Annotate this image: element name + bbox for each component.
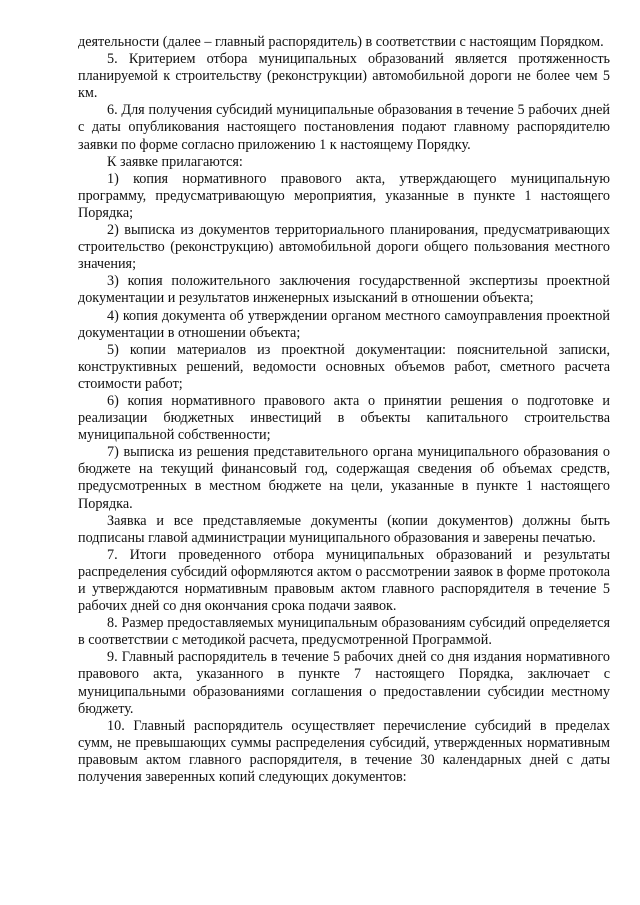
list-item-2: 2) выписка из документов территориального планирования, предусматривающих строительство (реконструкцию) автомобильной дороги общего пользования местного значения; — [78, 222, 610, 273]
paragraph-item-6: 6. Для получения субсидий муниципальные образования в течение 5 рабочих дней с даты опубликования настоящего постановления подают главному распорядителю заявки по форме согласно приложению 1 к настоящему Порядку. — [78, 102, 610, 153]
paragraph-item-9: 9. Главный распорядитель в течение 5 рабочих дней со дня издания нормативного правового акта, указанного в пункте 7 настоящего Порядка, заключает с муниципальными образованиями соглашения о предоставлении субсидии местному бюджету. — [78, 649, 610, 717]
paragraph-item-5: 5. Критерием отбора муниципальных образований является протяженность планируемой к строительству (реконструкции) автомобильной дороги не более чем 5 км. — [78, 51, 610, 102]
list-item-7: 7) выписка из решения представительного органа муниципального образования о бюджете на текущий финансовый год, содержащая сведения об объемах средств, предусмотренных в местном бюджете на цели, указанные в пункте 1 настоящего Порядка. — [78, 444, 610, 512]
list-item-1: 1) копия нормативного правового акта, утверждающего муниципальную программу, предусматривающую мероприятия, указанные в пункте 1 настоящего Порядка; — [78, 170, 610, 221]
document-page — [78, 34, 610, 786]
list-item-4: 4) копия документа об утверждении органом местного самоуправления проектной документации в отношении объекта; — [78, 307, 610, 341]
list-item-6: 6) копия нормативного правового акта о принятии решения о подготовке и реализации бюджетных инвестиций в объекты капитального строительства муниципальной собственности; — [78, 392, 610, 444]
paragraph-item-8: 8. Размер предоставляемых муниципальным образованиям субсидий определяется в соответствии с методикой расчета, предусмотренной Программой. — [78, 615, 610, 649]
list-item-3: 3) копия положительного заключения государственной экспертизы проектной документации и результатов инженерных изысканий в отношении объекта; — [78, 273, 610, 307]
paragraph-signature-requirement: Заявка и все представляемые документы (копии документов) должны быть подписаны главой администрации муниципального образования и заверены печатью. — [78, 512, 610, 546]
paragraph-item-7: 7. Итоги проведенного отбора муниципальных образований и результаты распределения субсидий оформляются актом о рассмотрении заявок в форме протокола и утверждаются нормативным правовым актом главного распорядителя в течение 5 рабочих дней со дня окончания срока подачи заявок. — [78, 546, 610, 615]
paragraph-continuation: деятельности (далее – главный распорядитель) в соответствии с настоящим Порядком. — [78, 34, 604, 50]
list-item-5: 5) копии материалов из проектной документации: пояснительной записки, конструктивных решений, ведомости основных объемов работ, сметного расчета стоимости работ; — [78, 341, 610, 392]
paragraph-item-10: 10. Главный распорядитель осуществляет перечисление субсидий в пределах сумм, не превышающих суммы распределения субсидий, утвержденных нормативным правовым актом главного распорядителя, в течение 30 календарных дней с даты получения заверенных копий следующих документов: — [78, 717, 610, 786]
paragraph-attachments-intro: К заявке прилагаются: — [107, 153, 243, 170]
